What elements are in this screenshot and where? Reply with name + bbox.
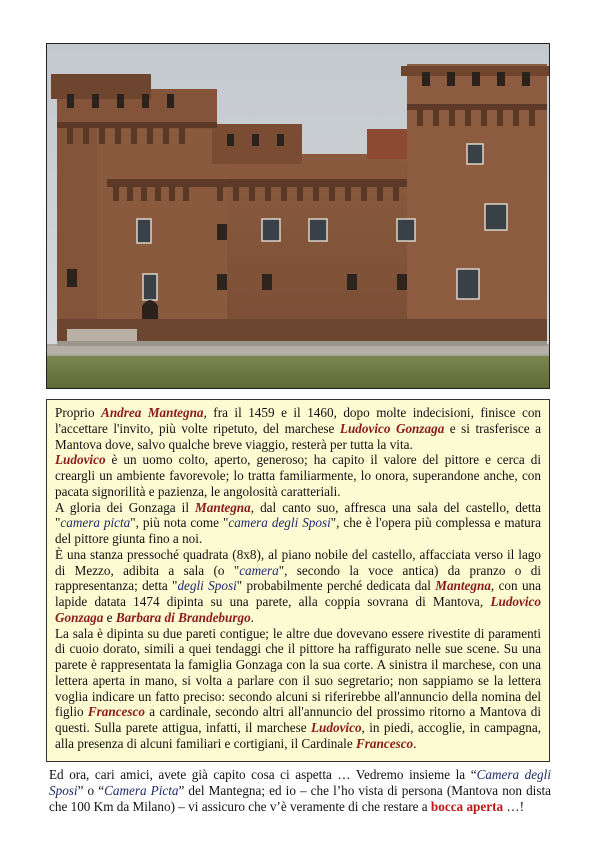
name-highlight: Ludovico <box>55 452 106 468</box>
name-highlight: Andrea Mantegna <box>101 405 204 420</box>
term-highlight: degli Sposi <box>177 578 237 594</box>
closing-text: Ed ora, cari amici, avete già capito cosa ci aspetta … Vedremo insieme la “Camera degli Sposi” o “Camera Picta” del Mantegna; ed io – che l’ho vista di persona (Mantova non dista che 100 Km da Milano) – vi assicuro che v’è veramente di che restare a bocca aperta …! <box>49 767 551 814</box>
term-highlight: camera degli Sposi <box>228 515 331 531</box>
term-highlight: Camera degli Sposi <box>49 767 551 798</box>
name-highlight: Mantegna <box>195 499 251 515</box>
paragraph-4: È una stanza pressoché quadrata (8x8), al piano nobile del castello, affacciata verso il lago di Mezzo, adibita a sala (o "camera", secondo la voce antica) da pranzo o di rappresentanza; detta "degli Sposi" probabilmente perché dedicata dal Mantegna, con una lapide datata 1474 dipinta su una parete, alla coppia sovrana di Mantova, Ludovico Gonzaga e Barbara di Brandeburgo. <box>55 546 541 625</box>
name-highlight: Ludovico Gonzaga <box>55 594 541 625</box>
name-highlight: Barbara di Brandeburgo <box>115 609 251 625</box>
term-highlight: camera picta <box>60 515 131 531</box>
name-highlight: Mantegna <box>435 578 491 594</box>
name-highlight: Ludovico <box>311 720 362 735</box>
name-highlight: Francesco <box>356 735 414 751</box>
term-highlight: Camera Picta <box>104 782 179 798</box>
story-text-box <box>46 399 550 762</box>
closing-paragraph <box>49 767 551 814</box>
paragraph-1: Proprio Andrea Mantegna, fra il 1459 e il 1460, dopo molte indecisioni, finisce con l'accettare l'invito, più volte ripetuto, del marchese Ludovico Gonzaga e si trasferisce a Mantova dove, salvo qualche breve viaggio, resterà per tutta la vita. <box>55 405 542 452</box>
name-highlight: Francesco <box>87 704 145 720</box>
name-highlight: Ludovico Gonzaga <box>339 420 445 436</box>
paragraph-2: Ludovico è un uomo colto, aperto, generoso; ha capito il valore del pittore e cerca di creargli un ambiente favorevole; lo tratta familiarmente, lo onora, superandone anche, con pacata signorilità e pazienza, le angolosità caratteriali. <box>55 452 541 499</box>
term-highlight: camera <box>239 562 279 578</box>
paragraph-3: A gloria dei Gonzaga il Mantegna, dal canto suo, affresca una sala del castello, detta "camera picta", più nota come "camera degli Sposi", che è l'opera più complessa e matura del pittore giunta fino a noi. <box>55 499 542 546</box>
bocca-aperta-highlight: bocca aperta <box>430 798 504 814</box>
paragraph-5: La sala è dipinta su due pareti contigue; le altre due dovevano essere rivestite di paramenti di cuoio dorato, simili a quei tendaggi che il pittore ha raffigurato nelle sue scene. Su una parete è rappresentata la famiglia Gonzaga con la sua corte. A sinistra il marchese, con una lettera aperta in mano, si volta a parlare con il suo segretario; non sappiamo se la lettera voglia indicare un fatto preciso: secondo alcuni si riferirebbe all'annuncio della nomina del figlio Francesco a cardinale, secondo altri all'annuncio del prossimo ritorno a Mantova di questi. Sulla parete attigua, infatti, il marchese Ludovico, in piedi, accoglie, in campagna, alla presenza di alcuni familiari e cortigiani, il Cardinale Francesco. <box>55 625 542 751</box>
castle-photo <box>46 43 550 389</box>
